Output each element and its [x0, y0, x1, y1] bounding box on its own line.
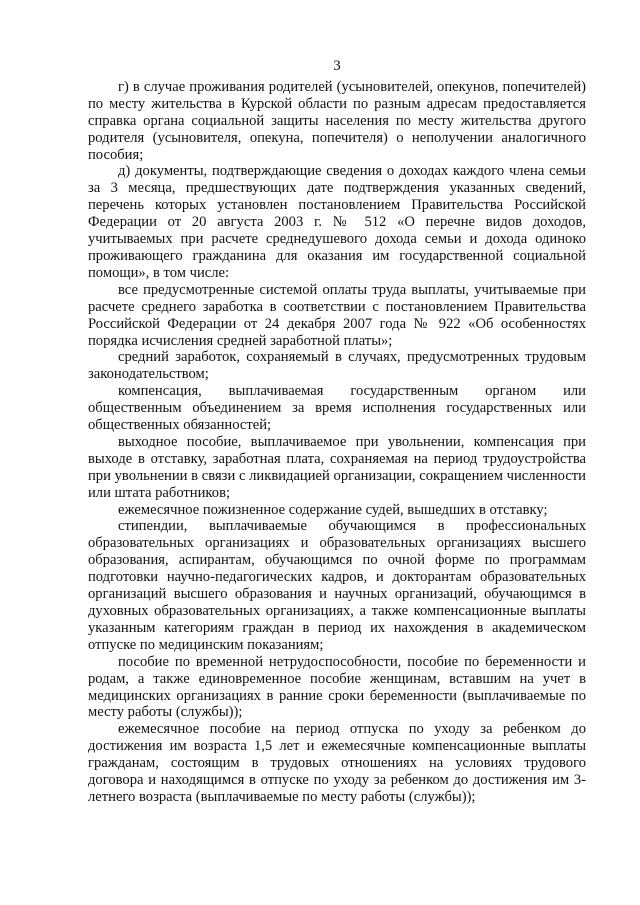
paragraph-compensation: компенсация, выплачиваемая государственным органом или общественным объединением за время исполнения государственных или общественных обязанностей; — [88, 383, 586, 434]
paragraph-stipends: стипендии, выплачиваемые обучающимся в профессиональных образовательных организациях и образовательных организациях высшего образования, аспирантам, обучающимся по очной форме по программам подготовки научно-педагогических кадров, и докторантам образовательных организаций высшего образования и научных организаций, обучающимся в духовных образовательных организациях, а также компенсационные выплаты указанным категориям граждан в период их нахождения в академическом отпуске по медицинским показаниям; — [88, 518, 586, 653]
paragraph-g: г) в случае проживания родителей (усыновителей, опекунов, попечителей) по месту жительства в Курской области по разным адресам предоставляется справка органа социальной защиты населения по месту жительства другого родителя (усыновителя, опекуна, попечителя) о неполучении аналогичного пособия; — [88, 78, 586, 163]
paragraph-judges-allowance: ежемесячное пожизненное содержание судей, вышедших в отставку; — [118, 501, 548, 518]
page-number: 3 — [333, 58, 341, 74]
paragraph-d: д) документы, подтверждающие сведения о доходах каждого члена семьи за 3 месяца, предшествующих дате подтверждения указанных сведений, перечень которых установлен постановлением Правительства Российской Федерации от 20 августа 2003 г. № 512 «О перечне видов доходов, учитываемых при расчете среднедушевого дохода семьи и дохода одиноко проживающего гражданина для оказания им государственной социальной помощи», в том числе: — [88, 163, 586, 281]
paragraph-sick-leave-benefit: пособие по временной нетрудоспособности, пособие по беременности и родам, а также единовременное пособие женщинам, вставшим на учет в медицинских организациях в ранние сроки беременности (выплачиваемые по месту работы (службы)); — [88, 653, 586, 721]
paragraph-payroll-payments: все предусмотренные системой оплаты труда выплаты, учитываемые при расчете среднего заработка в соответствии с постановлением Правительства Российской Федерации от 24 декабря 2007 года № 922 «Об особенностях порядка исчисления средней заработной платы»; — [88, 281, 586, 349]
paragraph-severance: выходное пособие, выплачиваемое при увольнении, компенсация при выходе в отставку, заработная плата, сохраняемая на период трудоустройства при увольнении в связи с ликвидацией организации, сокращением численности или штата работников; — [88, 433, 586, 501]
paragraph-average-earnings: средний заработок, сохраняемый в случаях, предусмотренных трудовым законодательством; — [88, 349, 586, 383]
paragraph-childcare-benefit: ежемесячное пособие на период отпуска по уходу за ребенком до достижения им возраста 1,5 лет и ежемесячные компенсационные выплаты гражданам, состоящим в трудовых отношениях на условиях трудового договора и находящимся в отпуске по уходу за ребенком до достижения им 3-летнего возраста (выплачиваемые по месту работы (службы)); — [88, 721, 586, 805]
